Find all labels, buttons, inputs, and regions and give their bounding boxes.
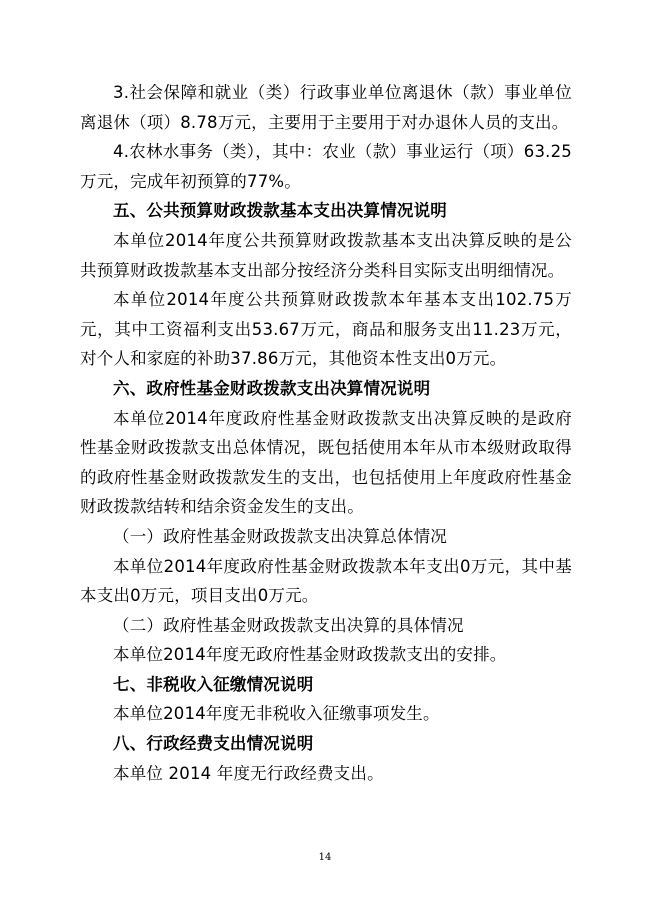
heading-section-5: 五、公共预算财政拨款基本支出决算情况说明 — [113, 201, 447, 221]
paragraph-fund-expenditure-overview: 本单位2014年度政府性基金财政拨款支出决算反映的是政府性基金财政拨款支出总体情况，既包括使用本年从市本级财政取得的政府性基金财政拨款发生的支出，也包括使用上年度政府性基金财政拨款结转和结余资金发生的支出。 — [80, 408, 572, 517]
heading-section-8: 八、行政经费支出情况说明 — [113, 734, 314, 754]
subheading-fund-total: （一）政府性基金财政拨款支出决算总体情况 — [113, 526, 447, 546]
paragraph-fund-detail: 本单位2014年度无政府性基金财政拨款支出的安排。 — [113, 645, 507, 665]
heading-section-7: 七、非税收入征缴情况说明 — [113, 674, 314, 694]
paragraph-agriculture: 4.农林水事务（类），其中：农业（款）事业运行（项）63.25万元，完成年初预算的77%。 — [80, 142, 572, 191]
paragraph-non-tax-revenue: 本单位2014年度无非税收入征缴事项发生。 — [113, 704, 440, 724]
paragraph-admin-expenditure: 本单位 2014 年度无行政经费支出。 — [113, 763, 384, 783]
paragraph-fund-total: 本单位2014年度政府性基金财政拨款本年支出0万元，其中基本支出0万元，项目支出0万元。 — [80, 556, 572, 606]
paragraph-basic-expenditure-overview: 本单位2014年度公共预算财政拨款基本支出决算反映的是公共预算财政拨款基本支出部分按经济分类科目实际支出明细情况。 — [80, 230, 572, 280]
paragraph-social-security: 3.社会保障和就业（类）行政事业单位离退休（款）事业单位离退休（项）8.78万元，主要用于主要用于对办退休人员的支出。 — [80, 83, 572, 132]
document-body — [80, 78, 572, 788]
heading-section-6: 六、政府性基金财政拨款支出决算情况说明 — [113, 378, 431, 398]
paragraph-basic-expenditure-detail: 本单位2014年度公共预算财政拨款本年基本支出102.75万元，其中工资福利支出53.67万元，商品和服务支出11.23万元，对个人和家庭的补助37.86万元，其他资本性支出0万元。 — [80, 290, 572, 369]
subheading-fund-detail: （二）政府性基金财政拨款支出决算的具体情况 — [113, 615, 464, 635]
page-number: 14 — [318, 852, 332, 863]
